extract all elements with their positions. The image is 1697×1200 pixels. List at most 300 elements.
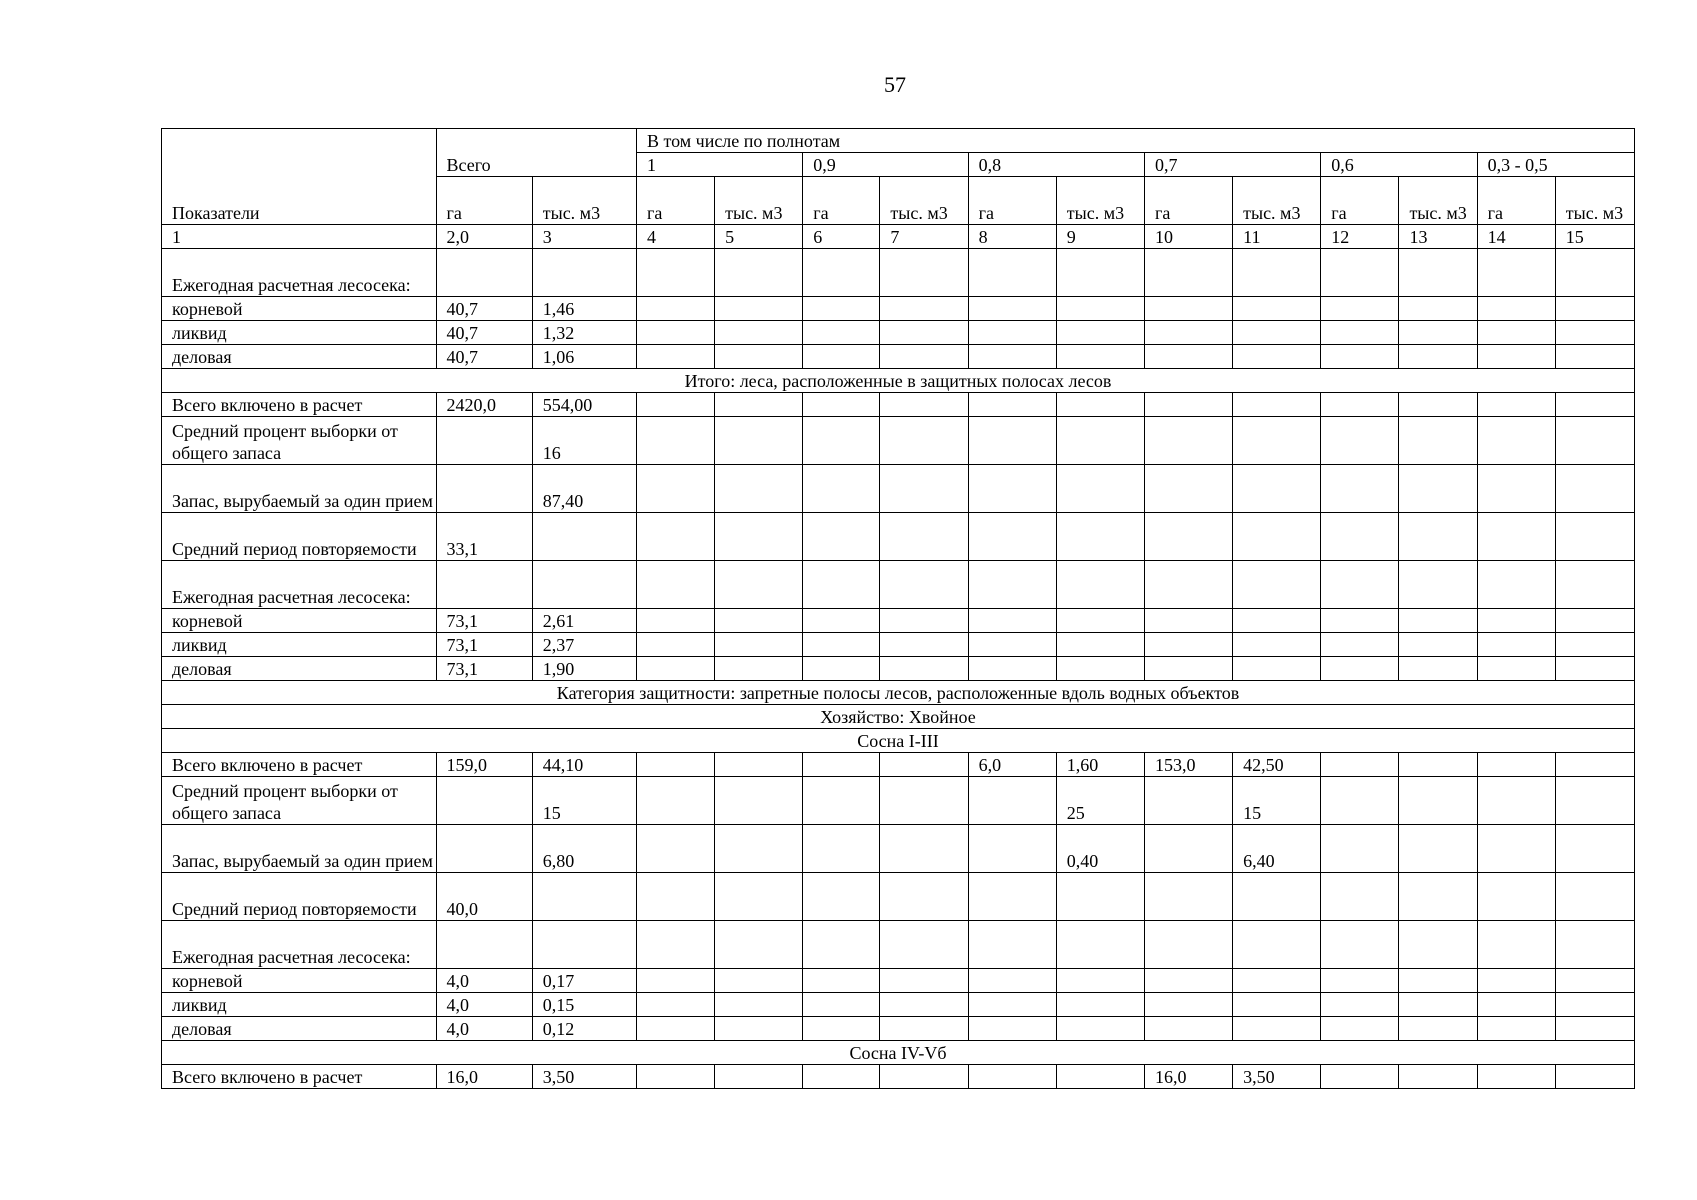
row-label: деловая — [162, 657, 437, 681]
table-cell — [1321, 969, 1399, 993]
table-cell — [1321, 825, 1399, 873]
table-cell — [1555, 777, 1634, 825]
table-cell — [436, 561, 532, 609]
table-cell — [1477, 321, 1555, 345]
table-cell: 0,40 — [1056, 825, 1144, 873]
section-row — [162, 681, 1635, 705]
table-cell — [1555, 873, 1634, 921]
row-label: Ежегодная расчетная лесосека: — [162, 561, 437, 609]
header-ha: га — [1144, 177, 1232, 225]
header-density-0-8: 0,8 — [968, 153, 1144, 177]
table-cell — [803, 321, 880, 345]
table-row — [162, 561, 1635, 609]
table-cell — [1477, 1065, 1555, 1089]
table-cell — [968, 417, 1056, 465]
table-cell — [803, 753, 880, 777]
table-row — [162, 393, 1635, 417]
table-cell — [1321, 873, 1399, 921]
table-cell — [1555, 921, 1634, 969]
table-cell — [1321, 249, 1399, 297]
column-numbers-row — [162, 225, 1635, 249]
table-cell — [715, 393, 803, 417]
table-row — [162, 969, 1635, 993]
header-density-0-9: 0,9 — [803, 153, 968, 177]
row-label: ликвид — [162, 993, 437, 1017]
table-cell — [636, 513, 714, 561]
header-density-0-7: 0,7 — [1144, 153, 1320, 177]
table-cell — [1144, 873, 1232, 921]
table-cell — [1399, 777, 1477, 825]
table-cell — [1144, 513, 1232, 561]
table-cell — [1399, 345, 1477, 369]
table-cell — [715, 753, 803, 777]
table-cell — [1399, 513, 1477, 561]
table-cell — [1399, 753, 1477, 777]
table-cell — [1321, 777, 1399, 825]
table-cell — [715, 297, 803, 321]
header-thousand-m3: тыс. м3 — [1555, 177, 1634, 225]
row-label: корневой — [162, 609, 437, 633]
table-cell — [1321, 321, 1399, 345]
table-cell — [1555, 249, 1634, 297]
table-cell — [636, 825, 714, 873]
table-cell — [715, 465, 803, 513]
table-row — [162, 993, 1635, 1017]
table-cell: 33,1 — [436, 513, 532, 561]
table-cell — [803, 825, 880, 873]
header-total: Всего — [436, 129, 636, 177]
table-cell: 1,46 — [532, 297, 636, 321]
column-number: 12 — [1321, 225, 1399, 249]
table-cell — [880, 249, 968, 297]
row-label: Ежегодная расчетная лесосека: — [162, 921, 437, 969]
table-cell — [1056, 297, 1144, 321]
table-cell — [1477, 465, 1555, 513]
row-label: Средний период повторяемости — [162, 873, 437, 921]
table-cell — [803, 657, 880, 681]
table-cell — [1555, 345, 1634, 369]
table-cell — [1233, 465, 1321, 513]
table-cell — [1477, 969, 1555, 993]
table-cell — [532, 513, 636, 561]
table-cell — [1144, 465, 1232, 513]
table-cell — [1056, 321, 1144, 345]
table-cell — [880, 753, 968, 777]
table-cell: 73,1 — [436, 657, 532, 681]
row-label: Средний процент выборки от общего запаса — [162, 417, 437, 465]
table-cell — [1233, 561, 1321, 609]
table-cell — [968, 561, 1056, 609]
table-cell — [803, 993, 880, 1017]
table-cell — [532, 921, 636, 969]
table-cell — [1555, 393, 1634, 417]
table-cell: 6,40 — [1233, 825, 1321, 873]
table-cell — [803, 393, 880, 417]
table-cell — [880, 465, 968, 513]
table-cell — [636, 969, 714, 993]
table-cell: 3,50 — [532, 1065, 636, 1089]
table-cell — [1056, 993, 1144, 1017]
table-cell — [636, 633, 714, 657]
table-cell — [880, 1065, 968, 1089]
table-cell — [1233, 345, 1321, 369]
table-row — [162, 633, 1635, 657]
table-cell — [1477, 561, 1555, 609]
section-title: Категория защитности: запретные полосы лесов, расположенные вдоль водных объектов — [162, 681, 1635, 705]
table-cell: 40,7 — [436, 297, 532, 321]
table-cell — [1555, 1017, 1634, 1041]
column-number: 13 — [1399, 225, 1477, 249]
table-cell — [1321, 993, 1399, 1017]
table-cell: 159,0 — [436, 753, 532, 777]
table-cell — [968, 609, 1056, 633]
table-cell — [880, 825, 968, 873]
table-cell — [436, 417, 532, 465]
table-cell — [1056, 633, 1144, 657]
table-cell — [1477, 921, 1555, 969]
header-density-0-3-0-5: 0,3 - 0,5 — [1477, 153, 1634, 177]
table-cell — [715, 1065, 803, 1089]
row-label: ликвид — [162, 321, 437, 345]
table-cell — [636, 1065, 714, 1089]
table-cell — [1233, 513, 1321, 561]
table-cell — [532, 249, 636, 297]
table-cell — [968, 657, 1056, 681]
allowable-cut-table — [161, 128, 1635, 1089]
table-cell: 40,7 — [436, 321, 532, 345]
table-cell — [968, 825, 1056, 873]
table-cell — [1477, 657, 1555, 681]
table-cell — [1144, 825, 1232, 873]
header-ha: га — [436, 177, 532, 225]
header-indicators: Показатели — [162, 129, 437, 225]
header-thousand-m3: тыс. м3 — [1399, 177, 1477, 225]
header-thousand-m3: тыс. м3 — [715, 177, 803, 225]
table-cell — [715, 1017, 803, 1041]
table-cell — [968, 321, 1056, 345]
table-cell — [968, 969, 1056, 993]
table-cell: 25 — [1056, 777, 1144, 825]
table-row — [162, 921, 1635, 969]
table-cell — [1477, 609, 1555, 633]
table-cell — [1056, 561, 1144, 609]
section-row — [162, 1041, 1635, 1065]
table-row — [162, 657, 1635, 681]
table-cell — [1477, 297, 1555, 321]
row-label: Средний период повторяемости — [162, 513, 437, 561]
table-cell — [803, 513, 880, 561]
table-cell — [1555, 825, 1634, 873]
section-title: Хозяйство: Хвойное — [162, 705, 1635, 729]
table-cell — [715, 321, 803, 345]
table-cell — [636, 1017, 714, 1041]
table-cell — [880, 993, 968, 1017]
row-label: деловая — [162, 1017, 437, 1041]
table-cell — [1321, 633, 1399, 657]
table-cell: 153,0 — [1144, 753, 1232, 777]
table-cell — [1477, 825, 1555, 873]
table-cell: 73,1 — [436, 633, 532, 657]
table-cell — [880, 345, 968, 369]
table-cell: 6,0 — [968, 753, 1056, 777]
table-cell: 15 — [1233, 777, 1321, 825]
table-cell — [1233, 969, 1321, 993]
table-cell — [1399, 825, 1477, 873]
table-cell — [1233, 417, 1321, 465]
table-cell — [1321, 753, 1399, 777]
table-cell — [1233, 321, 1321, 345]
table-cell — [803, 345, 880, 369]
table-cell — [1233, 393, 1321, 417]
table-cell — [636, 873, 714, 921]
table-cell: 16 — [532, 417, 636, 465]
table-cell: 554,00 — [532, 393, 636, 417]
table-cell — [1399, 417, 1477, 465]
table-cell — [436, 825, 532, 873]
table-cell — [532, 561, 636, 609]
table-cell: 1,60 — [1056, 753, 1144, 777]
table-cell: 2420,0 — [436, 393, 532, 417]
table-cell — [1233, 657, 1321, 681]
row-label: корневой — [162, 297, 437, 321]
table-cell — [968, 393, 1056, 417]
table-cell — [636, 753, 714, 777]
table-cell: 4,0 — [436, 969, 532, 993]
header-density-1: 1 — [636, 153, 802, 177]
table-cell — [1555, 465, 1634, 513]
table-cell — [1399, 609, 1477, 633]
column-number: 5 — [715, 225, 803, 249]
column-number: 1 — [162, 225, 437, 249]
table-cell — [1056, 345, 1144, 369]
table-cell — [1399, 969, 1477, 993]
section-title: Сосна IV-Vб — [162, 1041, 1635, 1065]
table-cell — [715, 993, 803, 1017]
table-cell — [1555, 1065, 1634, 1089]
table-cell — [1321, 345, 1399, 369]
table-cell — [436, 777, 532, 825]
table-cell — [1233, 633, 1321, 657]
table-cell — [1399, 657, 1477, 681]
page-number: 57 — [884, 72, 906, 97]
table-row — [162, 753, 1635, 777]
column-number: 14 — [1477, 225, 1555, 249]
row-label: Средний процент выборки от общего запаса — [162, 777, 437, 825]
table-cell — [1321, 393, 1399, 417]
table-row — [162, 345, 1635, 369]
table-cell — [803, 969, 880, 993]
table-cell — [880, 321, 968, 345]
table-cell — [968, 465, 1056, 513]
table-cell — [880, 513, 968, 561]
table-row — [162, 609, 1635, 633]
table-cell — [1555, 969, 1634, 993]
table-cell — [1321, 465, 1399, 513]
table-cell — [880, 777, 968, 825]
header-ha: га — [968, 177, 1056, 225]
table-cell — [715, 345, 803, 369]
table-cell — [1555, 609, 1634, 633]
table-cell: 42,50 — [1233, 753, 1321, 777]
table-cell — [880, 633, 968, 657]
table-cell: 1,06 — [532, 345, 636, 369]
table-cell — [1477, 249, 1555, 297]
table-cell — [1477, 633, 1555, 657]
table-cell — [880, 561, 968, 609]
table-cell — [803, 297, 880, 321]
table-cell — [880, 297, 968, 321]
table-cell — [1555, 561, 1634, 609]
table-cell — [1233, 873, 1321, 921]
table-cell — [1477, 1017, 1555, 1041]
table-cell — [803, 777, 880, 825]
table-cell — [803, 921, 880, 969]
table-cell — [968, 777, 1056, 825]
header-thousand-m3: тыс. м3 — [532, 177, 636, 225]
table-row — [162, 249, 1635, 297]
table-cell — [715, 657, 803, 681]
table-cell — [968, 249, 1056, 297]
table-cell — [636, 921, 714, 969]
table-cell — [1056, 873, 1144, 921]
table-cell — [1555, 297, 1634, 321]
table-cell — [1144, 993, 1232, 1017]
table-cell: 0,17 — [532, 969, 636, 993]
table-cell — [803, 417, 880, 465]
table-cell — [715, 561, 803, 609]
table-cell — [1555, 417, 1634, 465]
table-cell — [1321, 609, 1399, 633]
table-cell — [1321, 513, 1399, 561]
table-cell — [1233, 249, 1321, 297]
table-cell — [1477, 513, 1555, 561]
table-cell: 1,32 — [532, 321, 636, 345]
table-cell — [1555, 321, 1634, 345]
table-cell — [968, 921, 1056, 969]
table-cell — [436, 249, 532, 297]
table-cell — [968, 1065, 1056, 1089]
table-cell — [1321, 657, 1399, 681]
table-cell — [1477, 873, 1555, 921]
table-cell — [1399, 1017, 1477, 1041]
table-cell — [803, 1017, 880, 1041]
table-cell — [1555, 993, 1634, 1017]
row-label: деловая — [162, 345, 437, 369]
table-cell — [436, 921, 532, 969]
header-ha: га — [636, 177, 714, 225]
table-cell — [880, 921, 968, 969]
row-label: Запас, вырубаемый за один прием — [162, 465, 437, 513]
table-cell — [636, 297, 714, 321]
table-cell: 0,15 — [532, 993, 636, 1017]
table-cell: 0,12 — [532, 1017, 636, 1041]
table-cell — [715, 921, 803, 969]
table-cell — [1144, 969, 1232, 993]
table-cell — [1555, 513, 1634, 561]
table-cell — [1144, 777, 1232, 825]
table-cell — [968, 345, 1056, 369]
column-number: 6 — [803, 225, 880, 249]
table-cell: 2,37 — [532, 633, 636, 657]
table-cell: 73,1 — [436, 609, 532, 633]
table-cell — [803, 1065, 880, 1089]
table-cell: 1,90 — [532, 657, 636, 681]
table-row — [162, 465, 1635, 513]
table-cell — [715, 633, 803, 657]
table-cell: 16,0 — [436, 1065, 532, 1089]
table-cell — [715, 873, 803, 921]
table-cell — [1144, 1017, 1232, 1041]
table-cell — [968, 513, 1056, 561]
table-cell — [1233, 993, 1321, 1017]
section-title: Итого: леса, расположенные в защитных полосах лесов — [162, 369, 1635, 393]
table-cell — [436, 465, 532, 513]
table-cell — [1144, 249, 1232, 297]
row-label: Всего включено в расчет — [162, 1065, 437, 1089]
table-cell — [636, 609, 714, 633]
table-cell: 6,80 — [532, 825, 636, 873]
row-label: Запас, вырубаемый за один прием — [162, 825, 437, 873]
table-cell — [1144, 633, 1232, 657]
table-cell — [636, 561, 714, 609]
table-cell — [1477, 393, 1555, 417]
table-cell — [1399, 633, 1477, 657]
column-number: 10 — [1144, 225, 1232, 249]
section-row — [162, 369, 1635, 393]
table-cell — [803, 561, 880, 609]
table-row — [162, 1065, 1635, 1089]
table-cell — [803, 249, 880, 297]
table-cell — [715, 825, 803, 873]
table-cell — [1477, 345, 1555, 369]
table-cell — [1233, 1017, 1321, 1041]
table-cell — [803, 873, 880, 921]
table-cell: 40,0 — [436, 873, 532, 921]
table-cell — [1399, 561, 1477, 609]
table-cell — [880, 1017, 968, 1041]
table-cell — [1056, 657, 1144, 681]
row-label: Всего включено в расчет — [162, 393, 437, 417]
table-body — [162, 249, 1635, 1089]
table-cell — [1399, 1065, 1477, 1089]
header-ha: га — [1477, 177, 1555, 225]
table-cell — [1477, 417, 1555, 465]
table-cell — [1056, 393, 1144, 417]
table-cell — [1399, 873, 1477, 921]
table-cell — [880, 969, 968, 993]
table-cell — [1056, 417, 1144, 465]
table-cell — [1056, 1017, 1144, 1041]
header-ha: га — [803, 177, 880, 225]
table-cell — [715, 513, 803, 561]
table-cell — [803, 465, 880, 513]
column-number: 11 — [1233, 225, 1321, 249]
table-cell — [1144, 609, 1232, 633]
table-cell — [1056, 1065, 1144, 1089]
table-cell: 16,0 — [1144, 1065, 1232, 1089]
table-cell: 87,40 — [532, 465, 636, 513]
table-cell — [1477, 753, 1555, 777]
table-cell: 4,0 — [436, 1017, 532, 1041]
table-cell — [1233, 297, 1321, 321]
table-cell — [715, 417, 803, 465]
row-label: Ежегодная расчетная лесосека: — [162, 249, 437, 297]
header-thousand-m3: тыс. м3 — [880, 177, 968, 225]
table-cell — [880, 873, 968, 921]
table-cell — [1144, 417, 1232, 465]
table-cell — [1399, 465, 1477, 513]
table-cell — [880, 609, 968, 633]
